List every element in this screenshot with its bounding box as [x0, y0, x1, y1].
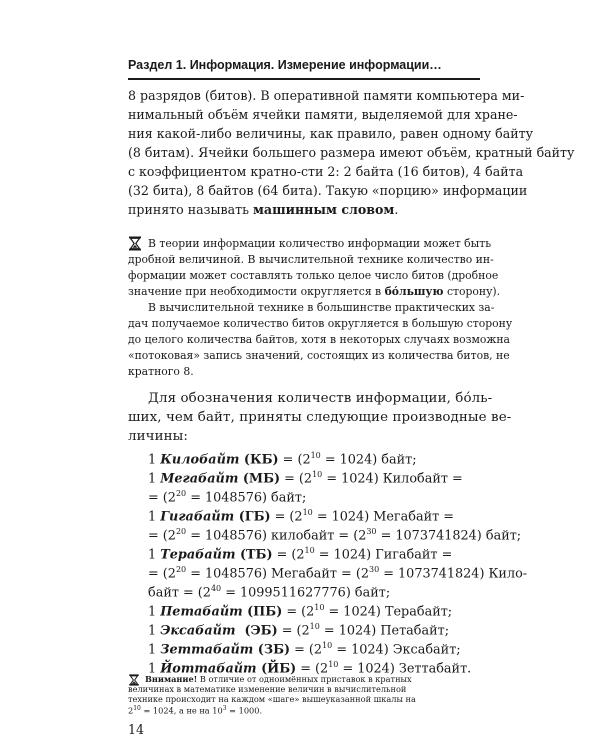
note1-line8: «потоковая» запись значений, состоящих из количества битов, не: [128, 349, 510, 362]
unit-rest: = 1024) Эксабайт;: [332, 642, 461, 658]
unit-exp: 20: [175, 489, 187, 498]
unit-exp: 10: [312, 470, 323, 479]
unit-num: 1: [148, 452, 161, 468]
unit-exp: 10: [309, 622, 320, 631]
unit-exp: 20: [175, 565, 187, 574]
para1-line6: (32 бита), 8 байтов (64 бита). Такую «порцию» информации: [128, 183, 528, 198]
unit-num: 1: [148, 509, 161, 525]
unit-name: Зеттабайт: [160, 642, 254, 658]
intro-line1-text: Для обозначения количеств информации, бо́ль-: [148, 391, 493, 406]
note2-mid: = 1024, а не на 10: [140, 705, 223, 716]
unit-exp: 30: [368, 565, 380, 574]
note1-line4: [128, 284, 501, 300]
note2-end: = 1000.: [226, 705, 263, 716]
note1-line7: до целого количества байтов, хотя в некоторых случаях возможна: [128, 333, 510, 346]
unit-eq: = (2: [296, 661, 329, 677]
note1-line5-text: В вычислительной технике в большинстве практических за-: [148, 301, 495, 314]
unit-rest: = 1073741824) Кило-: [379, 566, 528, 582]
unit-num: 1: [148, 661, 161, 677]
para1-line4: (8 битам). Ячейки большего размера имеют объём, кратный байту: [128, 145, 575, 160]
unit-exp: 20: [175, 527, 187, 536]
unit-rest: = 1024) Петабайт;: [319, 623, 450, 639]
unit-abbr: (ГБ): [234, 509, 271, 525]
unit-eq: = (2: [148, 528, 176, 544]
unit-eq: = (2: [277, 623, 310, 639]
note1-line1: [128, 236, 492, 252]
note1-line2: дробной величиной. В вычислительной технике количество ин-: [128, 253, 494, 266]
unit-exp: 10: [310, 451, 321, 460]
unit-abbr: (КБ): [239, 452, 279, 468]
unit-eq: = (2: [290, 642, 323, 658]
page-number: 14: [128, 722, 145, 737]
unit-name: Мегабайт: [160, 471, 239, 487]
unit-eq: = (2: [278, 452, 311, 468]
unit-num: 1: [148, 547, 161, 563]
note1-line9: кратного 8.: [128, 365, 194, 378]
unit-exp: 10: [302, 508, 313, 517]
note2-exp: 10: [133, 705, 141, 712]
unit-rest: = 1024) Мегабайт =: [312, 509, 454, 525]
unit-rest: = 1048576) байт;: [186, 490, 307, 506]
term-machine-word: машинным словом: [252, 202, 395, 217]
note2-line2: величинах в математике изменение величин в вычислительной: [128, 684, 407, 694]
para1-line2: нимальный объём ячейки памяти, выделяемой для хране-: [128, 107, 518, 122]
unit-num: 1: [148, 604, 161, 620]
intro-line3: личины:: [128, 429, 189, 444]
unit-eq: = (2: [270, 509, 303, 525]
note1-line4-end: сторону).: [443, 285, 501, 298]
note2-line4: [128, 704, 488, 716]
unit-name: Гигабайт: [160, 509, 235, 525]
unit-rest: = 1024) Терабайт;: [324, 604, 453, 620]
note2-line1-pad: [128, 674, 145, 684]
para1-line7-text: принято называть: [128, 202, 253, 217]
unit-mid: = 1048576) килобайт = (2: [186, 528, 367, 544]
unit-exp: 40: [210, 584, 222, 593]
unit-eq: = (2: [148, 490, 176, 506]
note2-line1-text: В отличие от одноимённых приставок в кратных: [197, 674, 412, 684]
note2-base: 2: [128, 705, 134, 716]
unit-eq: байт = (2: [148, 585, 211, 601]
note2-line1: [128, 674, 488, 684]
unit-abbr: (МБ): [238, 471, 281, 487]
term-bigger: бо́льшую: [384, 285, 444, 298]
unit-abbr: (ЗБ): [253, 642, 291, 658]
unit-eq: = (2: [272, 547, 305, 563]
note2-line3: технике происходит на каждом «шаге» вышеуказанной шкалы на: [128, 694, 416, 704]
running-header: Раздел 1. Информация. Измерение информации…: [128, 58, 442, 72]
unit-abbr: (ПБ): [242, 604, 283, 620]
unit-abbr: (ТБ): [235, 547, 273, 563]
unit-exp: 10: [314, 603, 325, 612]
unit-rest: = 1024) байт;: [320, 452, 417, 468]
unit-name: Йоттабайт: [160, 661, 257, 677]
intro-line2: ших, чем байт, приняты следующие производные ве-: [128, 410, 512, 425]
note1-line4-text: значение при необходимости округляется в: [128, 285, 385, 298]
unit-eq: = (2: [148, 566, 176, 582]
note1-line6: дач получаемое количество битов округляется в большую сторону: [128, 317, 513, 330]
header-rule: [128, 78, 480, 80]
unit-rest: = 1024) Гигабайт =: [314, 547, 453, 563]
unit-rest: = 1024) Килобайт =: [322, 471, 463, 487]
unit-name: Эксабайт: [160, 623, 236, 639]
unit-mid: = 1048576) Мегабайт = (2: [186, 566, 369, 582]
unit-abbr: (ЙБ): [256, 661, 297, 677]
unit-rest: = 1099511627776) байт;: [221, 585, 391, 601]
para1-line1: 8 разрядов (битов). В оперативной памяти компьютера ми-: [128, 88, 525, 103]
para1-line5: с коэффициентом кратно-сти 2: 2 байта (16 битов), 4 байта: [128, 164, 524, 179]
note1-line3: формации может составлять только целое число битов (дробное: [128, 269, 499, 282]
unit-exp: 10: [322, 641, 333, 650]
note2-exp: 3: [222, 705, 227, 712]
unit-exp: 30: [366, 527, 377, 536]
intro-line1: [128, 389, 493, 408]
attention-label: Внимание!: [145, 674, 198, 684]
unit-exp: 10: [328, 660, 339, 669]
unit-num: 1: [148, 623, 161, 639]
para1-line7-end: .: [394, 202, 399, 217]
unit-eq: = (2: [280, 471, 313, 487]
unit-rest: = 1024) Зеттабайт.: [338, 661, 472, 677]
unit-exp: 10: [304, 546, 315, 555]
unit-name: Терабайт: [160, 547, 236, 563]
unit-num: 1: [148, 642, 161, 658]
unit-name: Килобайт: [160, 452, 240, 468]
unit-eq: = (2: [282, 604, 315, 620]
unit-name: Петабайт: [160, 604, 243, 620]
para1-line7: [128, 200, 488, 219]
unit-abbr: (ЭБ): [235, 623, 278, 639]
para1-line3: ния какой-либо величины, как правило, равен одному байту: [128, 126, 534, 141]
unit-rest: = 1073741824) байт;: [376, 528, 522, 544]
note1-line1-text: В теории информации количество информации может быть: [148, 237, 492, 250]
unit-num: 1: [148, 471, 161, 487]
note1-line5: [128, 300, 495, 316]
